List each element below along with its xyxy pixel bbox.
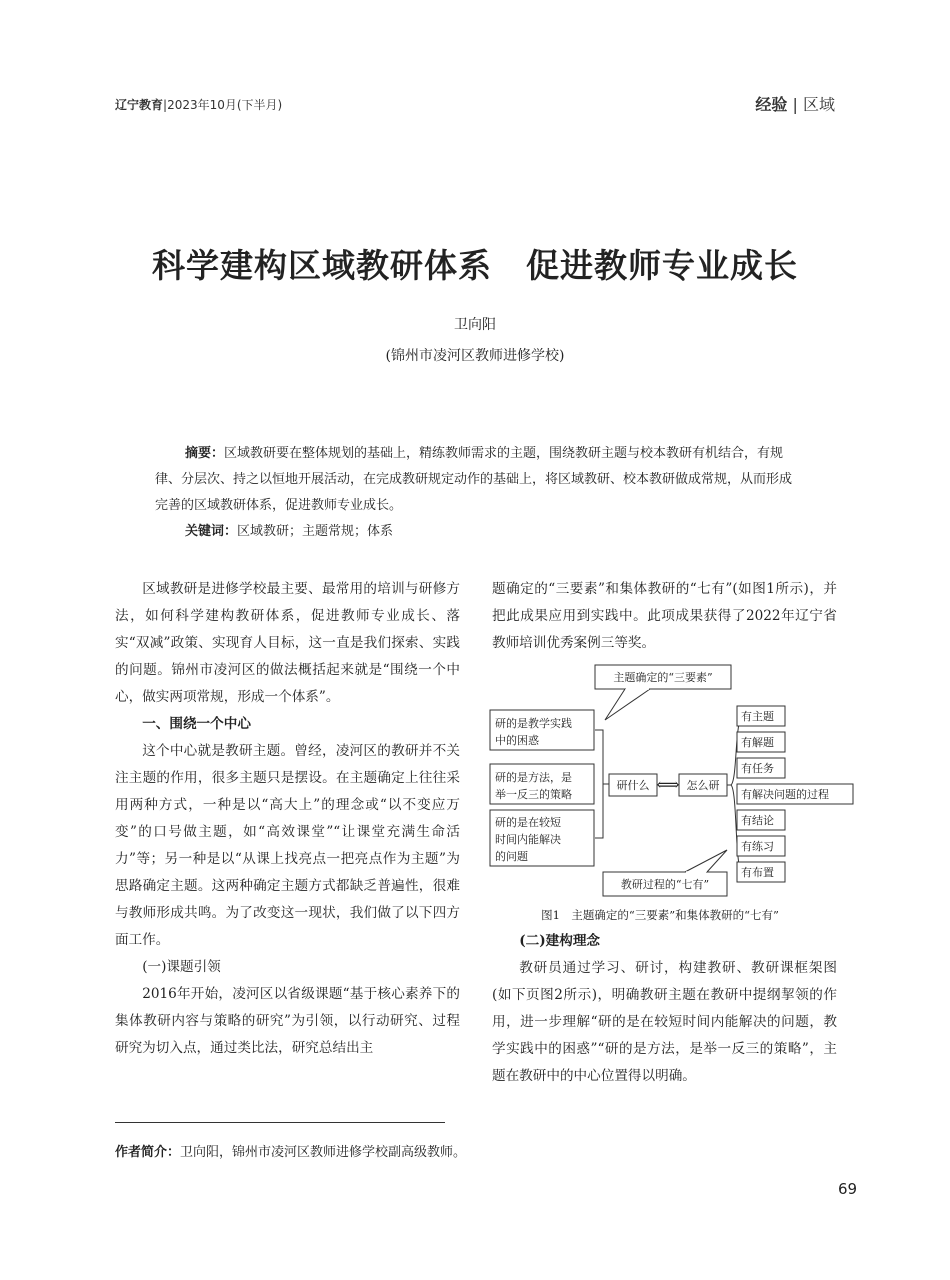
body-column-right-bottom bbox=[492, 928, 837, 1090]
issue-date: 2023年10月(下半月) bbox=[167, 98, 283, 112]
callout-top-pointer bbox=[605, 689, 650, 720]
callout-top-text: 主题确定的“三要素” bbox=[613, 671, 713, 684]
author-affiliation: (锦州市凌河区教师进修学校) bbox=[385, 348, 565, 364]
left-box-3-line-2: 时间内能解决 bbox=[495, 833, 561, 846]
paragraph-center: 这个中心就是教研主题。曾经，凌河区的教研并不关注主题的作用，很多主题只是摆设。在主题确定上往往采用两种方式，一种是以“高大上”的理念或“以不变应万变”的口号做主题，如“高效课堂”“让课堂充满生命活力”等；另一种是以“从课上找亮点一把亮点作为主题”为思路确定主题。这两种确定主题方式都缺乏普遍性，很难与教师形成共鸣。为了改变这一现状，我们做了以下四方面工作。 bbox=[115, 743, 460, 948]
right-box-1-text: 有主题 bbox=[741, 710, 774, 723]
callout-bottom-text: 教研过程的“七有” bbox=[620, 878, 710, 891]
keywords-label: 关键词： bbox=[185, 524, 238, 539]
body-column-left bbox=[115, 576, 460, 1062]
keywords-text: 区域教研；主题常规；体系 bbox=[237, 524, 394, 539]
double-arrow-icon: ⟺ bbox=[656, 775, 680, 794]
running-header-right: 经验 | 区域 bbox=[755, 95, 835, 114]
subsection-heading-1: (一)课题引领 bbox=[142, 959, 221, 975]
right-box-7-text: 有布置 bbox=[741, 866, 774, 879]
center-box-right-text: 怎么研 bbox=[686, 779, 720, 792]
paragraph-concept: 教研员通过学习、研讨，构建教研、教研课框架图(如下页图2所示)，明确教研主题在教研中提纲挈领的作用，进一步理解“研的是在较短时间内能解决的问题，教学实践中的困惑”“研的是方法，是举一反三的策略”，主题在教研中的中心位置得以明确。 bbox=[492, 960, 837, 1084]
author-bio-text: 卫向阳，锦州市凌河区教师进修学校副高级教师。 bbox=[180, 1145, 467, 1160]
author-bio-footnote bbox=[115, 1141, 466, 1160]
body-column-right-top: 题确定的“三要素”和集体教研的“七有”(如图1所示)，并把此成果应用到实践中。此项成果获得了2022年辽宁省教师培训优秀案例三等奖。 bbox=[492, 581, 837, 651]
journal-name: 辽宁教育 bbox=[115, 98, 164, 112]
section-heading-1: 一、围绕一个中心 bbox=[142, 716, 251, 732]
abstract-text: 区域教研要在整体规划的基础上，精练教师需求的主题，围绕教研主题与校本教研有机结合，有规律、分层次、持之以恒地开展活动，在完成教研规定动作的基础上，将区域教研、校本教研做成常规，从而形成完善的区域教研体系，促进教师专业成长。 bbox=[155, 446, 793, 513]
paragraph-intro: 区域教研是进修学校最主要、最常用的培训与研修方法，如何科学建构教研体系，促进教师专业成长、落实“双减”政策、实现育人目标，这一直是我们探索、实践的问题。锦州市凌河区的做法概括起来就是“围绕一个中心，做实两项常规，形成一个体系”。 bbox=[115, 581, 460, 705]
right-box-4-text: 有解决问题的过程 bbox=[741, 788, 829, 801]
left-box-1-line-2: 中的困惑 bbox=[495, 734, 539, 747]
right-box-3-text: 有任务 bbox=[741, 762, 774, 775]
section-name: 区域 bbox=[802, 95, 835, 114]
abstract bbox=[155, 441, 795, 519]
figure-1-caption: 图1 主题确定的“三要素”和集体教研的“七有” bbox=[541, 908, 779, 922]
left-box-3-line-1: 研的是在较短 bbox=[495, 816, 561, 829]
left-box-2-line-1: 研的是方法，是 bbox=[495, 771, 572, 784]
abstract-label: 摘要： bbox=[185, 446, 225, 461]
right-box-6-text: 有练习 bbox=[741, 840, 774, 853]
left-box-2-line-2: 举一反三的策略 bbox=[495, 788, 572, 801]
author-bio-label: 作者简介： bbox=[115, 1145, 181, 1160]
running-header-left: 辽宁教育|2023年10月(下半月) bbox=[115, 98, 283, 112]
paragraph-project: 2016年开始，凌河区以省级课题“基于核心素养下的集体教研内容与策略的研究”为引领，以行动研究、过程研究为切入点，通过类比法，研究总结出主 bbox=[115, 986, 460, 1056]
left-box-3-line-3: 的问题 bbox=[495, 850, 528, 863]
page-number: 69 bbox=[838, 1180, 858, 1198]
right-box-2-text: 有解题 bbox=[741, 736, 774, 749]
figure-1-diagram bbox=[485, 660, 857, 900]
right-box-5-text: 有结论 bbox=[741, 814, 774, 827]
keywords bbox=[185, 519, 393, 545]
callout-bottom-pointer bbox=[685, 850, 727, 872]
center-box-left-text: 研什么 bbox=[616, 779, 650, 792]
left-bracket bbox=[595, 730, 609, 838]
column-name: 经验 bbox=[755, 95, 788, 114]
subsection-heading-2: (二)建构理念 bbox=[519, 933, 601, 949]
author-name: 卫向阳 bbox=[454, 317, 496, 333]
footnote-divider bbox=[115, 1122, 445, 1123]
article-title: 科学建构区域教研体系 促进教师专业成长 bbox=[152, 246, 798, 285]
left-box-1-line-1: 研的是教学实践 bbox=[495, 717, 572, 730]
